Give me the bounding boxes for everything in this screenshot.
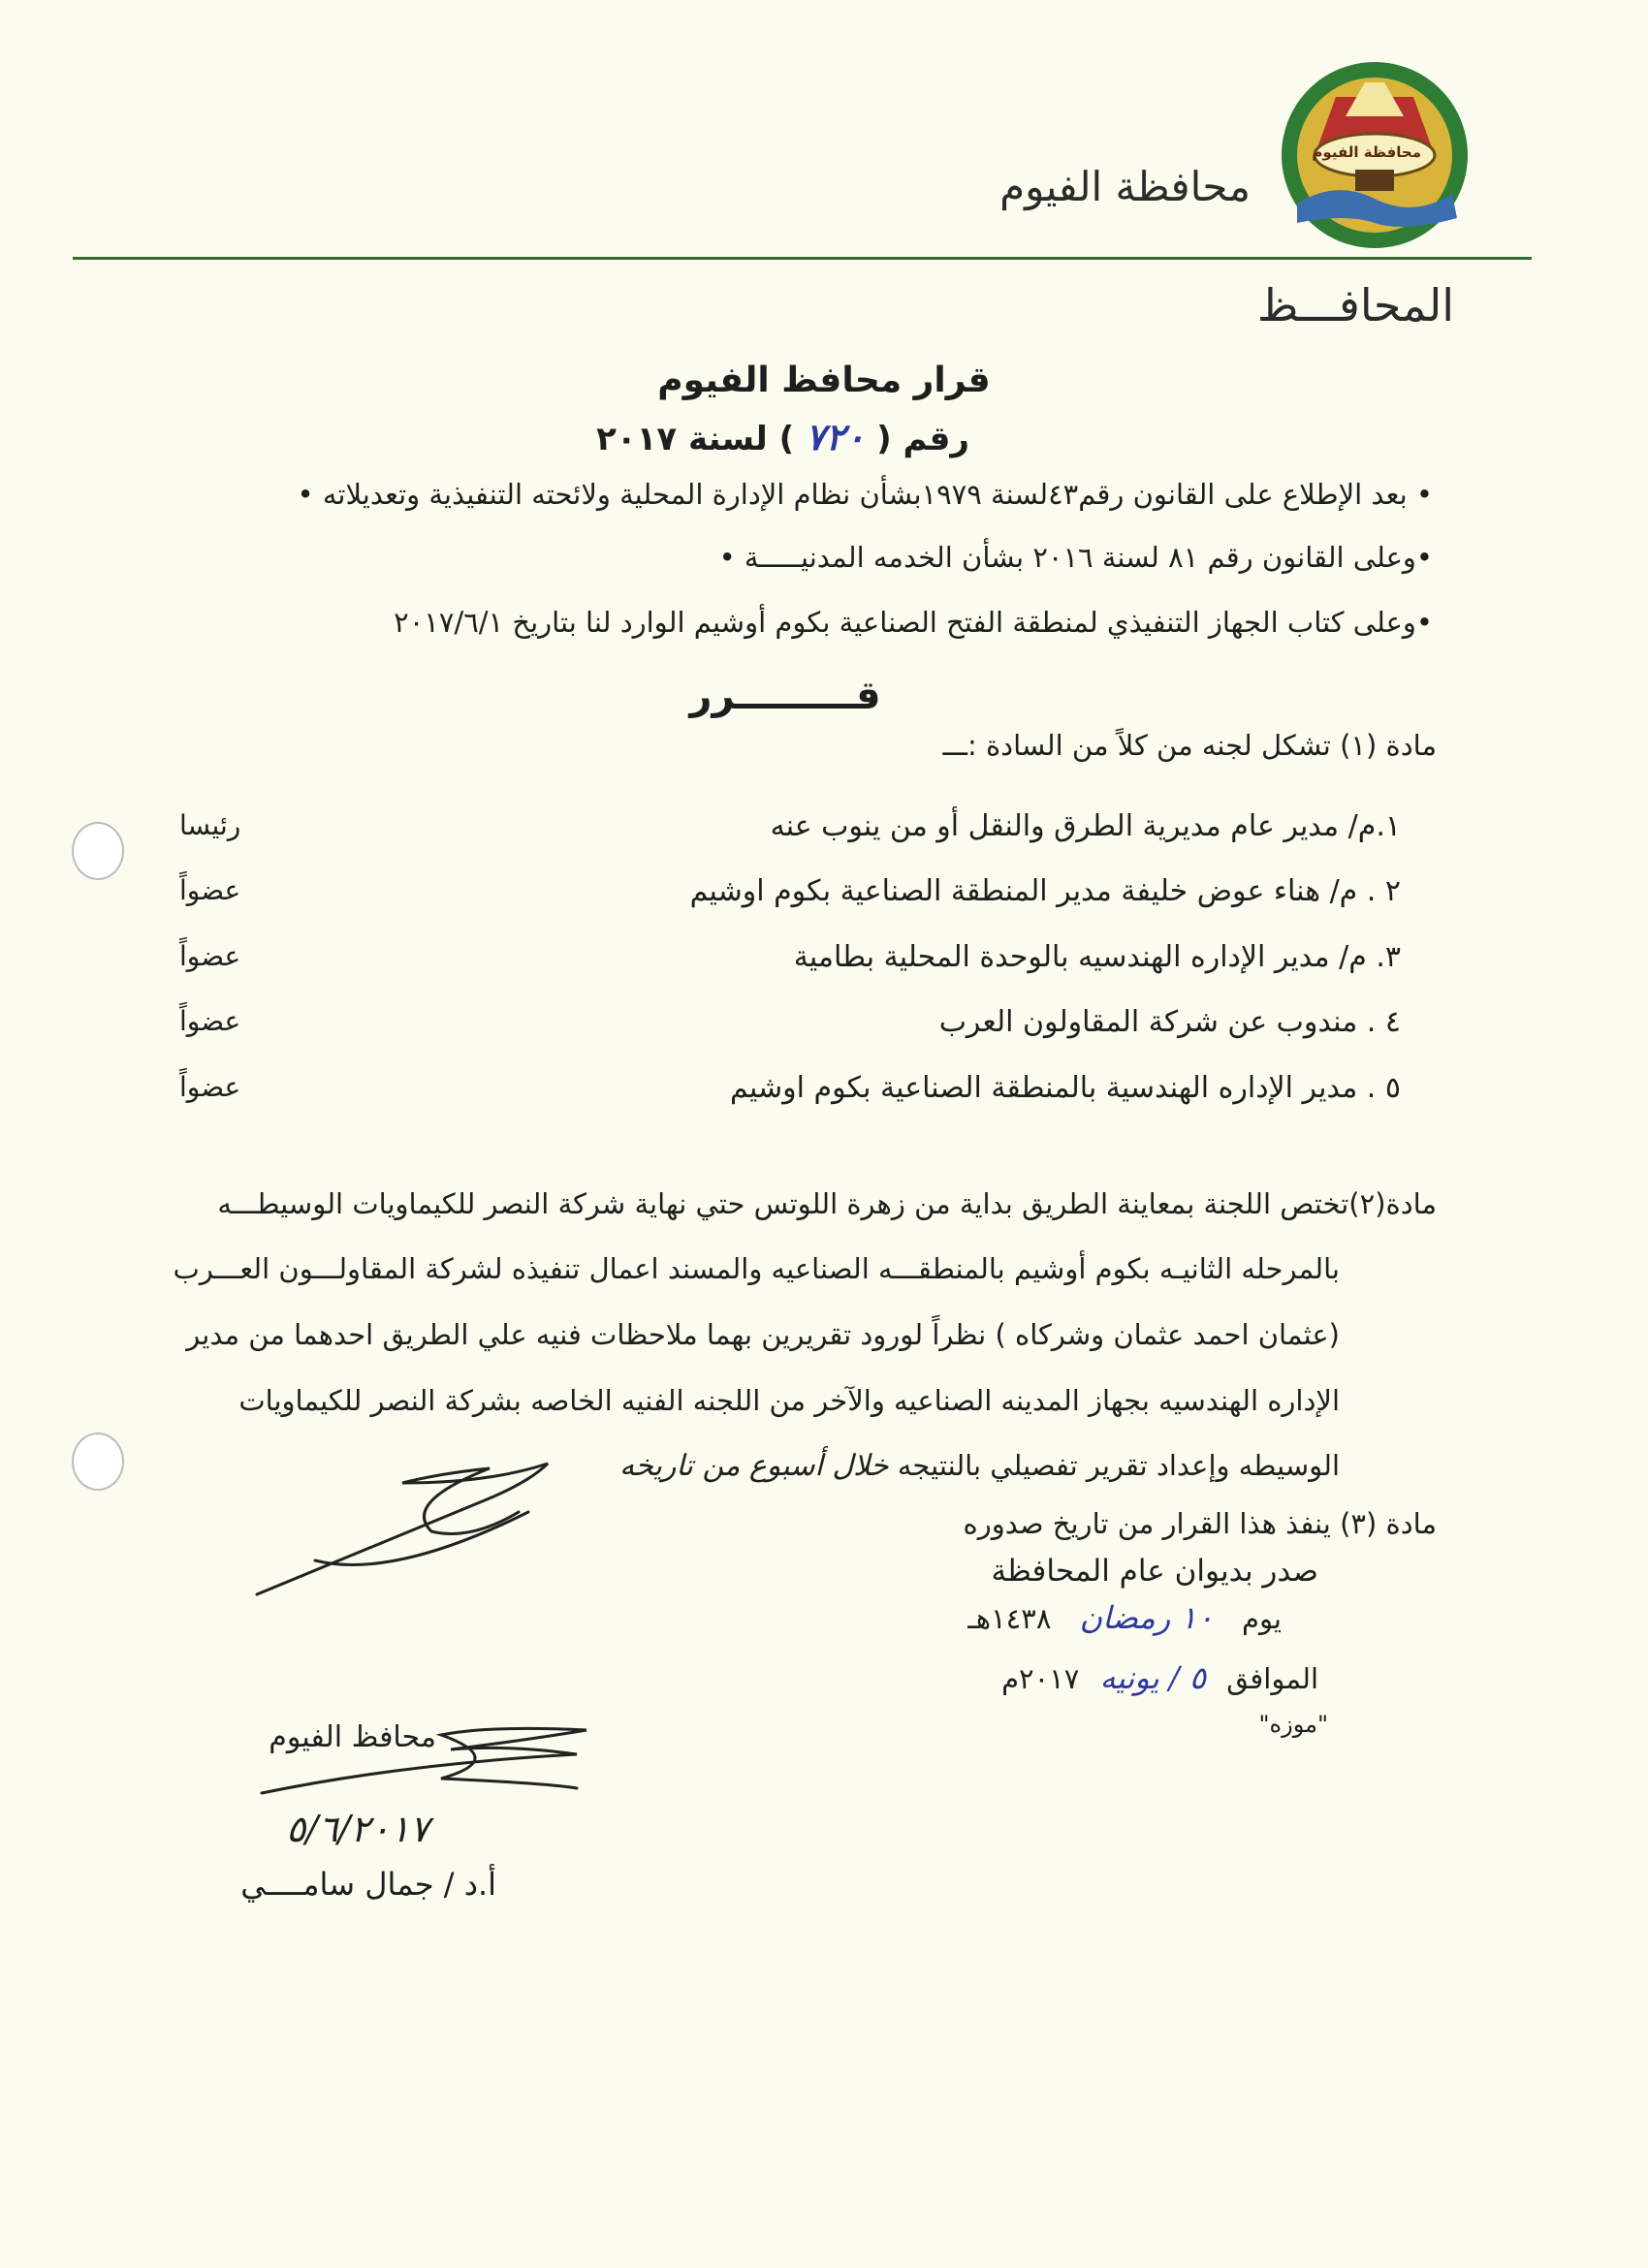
member-text: ٤ . مندوب عن شركة المقاولون العرب: [938, 1005, 1401, 1039]
member-text: ٣. م/ مدير الإداره الهندسيه بالوحدة المحلية بطامية: [793, 940, 1401, 974]
member-text: ٢ . م/ هناء عوض خليفة مدير المنطقة الصناعية بكوم اوشيم: [689, 874, 1401, 908]
hijri-date: [967, 1599, 1282, 1636]
article-2-line-3: (عثمان احمد عثمان وشركاه ) نظراً لورود تقريرين بهما ملاحظات فنيه علي الطريق احدهما من مدير: [186, 1318, 1340, 1351]
corresponding-label: الموافق: [1226, 1662, 1318, 1695]
member-text: ١.م/ مدير عام مديرية الطرق والنقل أو من ينوب عنه: [770, 809, 1401, 843]
decree-title: قرار محافظ الفيوم: [657, 361, 991, 400]
member-row: [179, 1071, 1401, 1105]
header-rule: [73, 257, 1532, 260]
punch-hole-top: [72, 822, 124, 880]
member-row: [179, 809, 1401, 843]
member-text: ٥ . مدير الإداره الهندسية بالمنطقة الصناعية بكوم اوشيم: [730, 1071, 1401, 1105]
member-role: عضواً: [179, 940, 241, 972]
article-2-line-5: [619, 1449, 1340, 1483]
preamble-2: •وعلى القانون رقم ٨١ لسنة ٢٠١٦ بشأن الخدمه المدنيـــــة •: [718, 541, 1433, 574]
article-1-intro: مادة (١) تشكل لجنه من كلاً من السادة :ـــ: [942, 729, 1437, 762]
article-2-line-2: بالمرحله الثانيـه بكوم أوشيم بالمنطقـــه الصناعيه والمسند اعمال تنفيذه لشركة المقاولـــون العـــرب: [173, 1252, 1340, 1285]
member-row: [179, 940, 1401, 974]
punch-hole-bottom: [72, 1433, 124, 1491]
preamble-3: •وعلى كتاب الجهاز التنفيذي لمنطقة الفتح الصناعية بكوم أوشيم الوارد لنا بتاريخ ٢٠١٧/٦/١: [394, 606, 1433, 639]
member-role: عضواً: [179, 1005, 241, 1037]
signatory-title: محافظ الفيوم: [269, 1720, 436, 1754]
member-role: رئيسا: [179, 809, 241, 841]
governorate-logo: [1278, 58, 1472, 252]
issued-at: صدر بديوان عام المحافظة: [991, 1554, 1318, 1589]
member-role: عضواً: [179, 1071, 241, 1103]
decree-number: [596, 415, 969, 458]
article-2-line-4: الإداره الهندسيه بجهاز المدينه الصناعيه والآخر من اللجنه الفنيه الخاصه بشركة النصر للكيماويات: [238, 1384, 1340, 1417]
governorate-heading: محافظة الفيوم: [999, 163, 1251, 210]
article-2-line-5-text: الوسيطه وإعداد تقرير تفصيلي بالنتيجه: [897, 1449, 1340, 1482]
signature-scribble-upper: [247, 1444, 577, 1609]
hijri-handwritten: ١٠ رمضان: [1079, 1599, 1214, 1636]
day-label: يوم: [1241, 1602, 1282, 1635]
member-role: عضواً: [179, 874, 241, 906]
member-row: [179, 874, 1401, 908]
article-2-handwritten: خلال أسبوع من تاريخه: [619, 1449, 889, 1483]
signature-date-handwritten: ٥/٦/٢٠١٧: [286, 1808, 430, 1850]
gregorian-handwritten: ٥ / يونيه: [1099, 1659, 1207, 1696]
signature-scribble-lower: [257, 1711, 606, 1808]
article-3-text: مادة (٣) ينفذ هذا القرار من تاريخ صدوره: [963, 1507, 1437, 1540]
office-title: المحافـــظ: [1256, 279, 1454, 331]
article-2-line-1: مادة(٢)تختص اللجنة بمعاينة الطريق بداية من زهرة اللوتس حتي نهاية شركة النصر للكيماويات الوسيطـــه: [217, 1187, 1437, 1220]
decree-number-handwritten: ٧٢٠: [806, 415, 866, 458]
gregorian-date: [1001, 1659, 1318, 1696]
decree-number-prefix: رقم (: [876, 420, 969, 458]
decides-heading: قـــــــــرر: [689, 674, 881, 718]
gregorian-year: ٢٠١٧م: [1001, 1662, 1080, 1695]
logo-text: محافظة الفيوم: [1312, 143, 1421, 161]
decree-number-suffix: ) لسنة ٢٠١٧: [596, 420, 795, 458]
typist-initials: "موزه": [1258, 1711, 1328, 1738]
member-row: [179, 1005, 1401, 1039]
signatory-name: أ.د / جمال سامــــي: [240, 1866, 496, 1903]
preamble-1: • بعد الإطلاع على القانون رقم٤٣لسنة ١٩٧٩بشأن نظام الإدارة المحلية ولائحته التنفيذية وتعديلاته •: [297, 478, 1433, 511]
hijri-year: ١٤٣٨هـ: [967, 1602, 1052, 1635]
